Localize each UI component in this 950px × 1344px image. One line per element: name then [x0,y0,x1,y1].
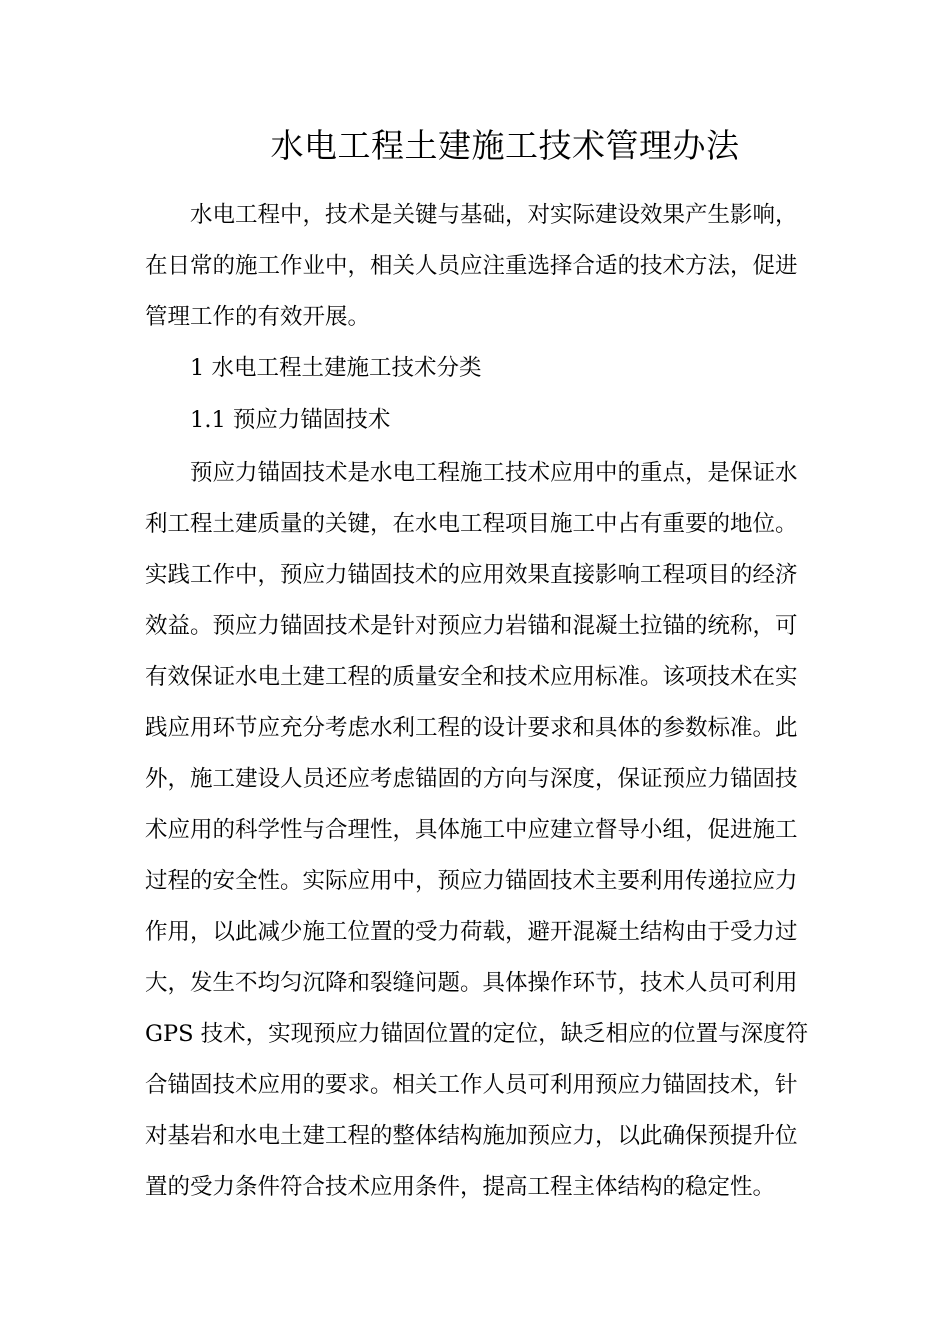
body-line-13: 合锚固技术应用的要求。相关工作人员可利用预应力锚固技术，针 [145,1072,798,1098]
body-line-11: 大，发生不均匀沉降和裂缝问题。具体操作环节，技术人员可利用 [145,970,798,996]
body-line-12: GPS 技术，实现预应力锚固位置的定位，缺乏相应的位置与深度符 [145,1021,809,1047]
body-line-1: 预应力锚固技术是水电工程施工技术应用中的重点，是保证水 [190,460,798,486]
body-line-6: 践应用环节应充分考虑水利工程的设计要求和具体的参数标准。此 [145,715,798,741]
body-line-5: 有效保证水电土建工程的质量安全和技术应用标准。该项技术在实 [145,664,798,690]
body-line-9: 过程的安全性。实际应用中，预应力锚固技术主要利用传递拉应力 [145,868,798,894]
body-line-14: 对基岩和水电土建工程的整体结构施加预应力，以此确保预提升位 [145,1123,798,1149]
body-line-8: 术应用的科学性与合理性，具体施工中应建立督导小组，促进施工 [145,817,798,843]
intro-line-3: 管理工作的有效开展。 [145,304,371,330]
body-line-3: 实践工作中，预应力锚固技术的应用效果直接影响工程项目的经济 [145,562,798,588]
section-heading-1-1: 1.1 预应力锚固技术 [190,407,391,433]
intro-line-1: 水电工程中，技术是关键与基础，对实际建设效果产生影响， [190,202,798,228]
body-line-10: 作用，以此减少施工位置的受力荷载，避开混凝土结构由于受力过 [145,919,798,945]
document-title: 水电工程土建施工技术管理办法 [270,126,740,165]
intro-line-2: 在日常的施工作业中，相关人员应注重选择合适的技术方法，促进 [145,253,798,279]
body-line-2: 利工程土建质量的关键，在水电工程项目施工中占有重要的地位。 [145,511,798,537]
body-line-15: 置的受力条件符合技术应用条件，提高工程主体结构的稳定性。 [145,1174,776,1200]
body-line-4: 效益。预应力锚固技术是针对预应力岩锚和混凝土拉锚的统称，可 [145,613,798,639]
section-heading-1: 1 水电工程土建施工技术分类 [190,355,482,381]
body-line-7: 外，施工建设人员还应考虑锚固的方向与深度，保证预应力锚固技 [145,766,798,792]
